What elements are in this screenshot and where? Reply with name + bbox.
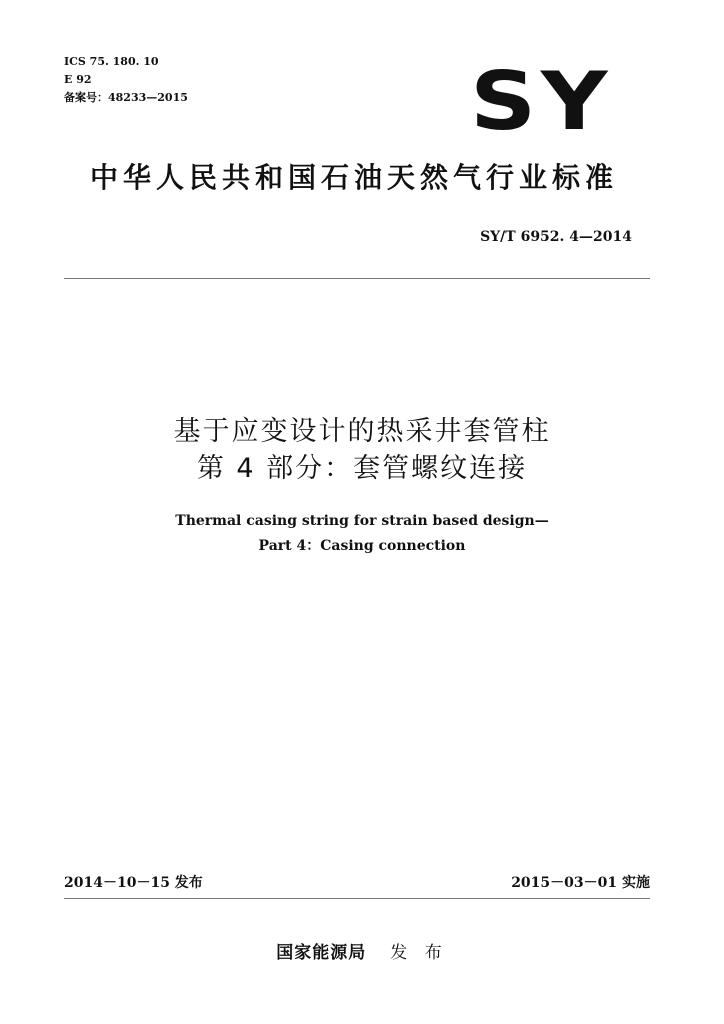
english-title-line-1: Thermal casing string for strain based design— <box>175 513 549 529</box>
classification-code: E 92 <box>64 73 92 86</box>
implementation-date: 2015－03－01 实施 <box>511 875 650 891</box>
publisher-line <box>0 938 724 963</box>
standard-category-title: 中华人民共和国石油天然气行业标准 <box>90 161 619 194</box>
header-divider <box>64 278 650 279</box>
record-number: 备案号：48233—2015 <box>64 91 188 104</box>
english-title-line-2: Part 4：Casing connection <box>258 538 466 554</box>
sy-logo: SY <box>470 55 613 148</box>
chinese-title-line-2: 第 4 部分：套管螺纹连接 <box>196 453 528 484</box>
ics-code: ICS 75. 180. 10 <box>64 55 159 68</box>
publish-label: 发 布 <box>390 943 448 963</box>
standard-number: SY/T 6952. 4—2014 <box>480 229 632 245</box>
footer-divider <box>64 898 650 899</box>
publisher-name: 国家能源局 <box>276 943 367 963</box>
issue-date: 2014－10－15 发布 <box>64 875 203 891</box>
chinese-title-line-1: 基于应变设计的热采井套管柱 <box>173 416 551 447</box>
